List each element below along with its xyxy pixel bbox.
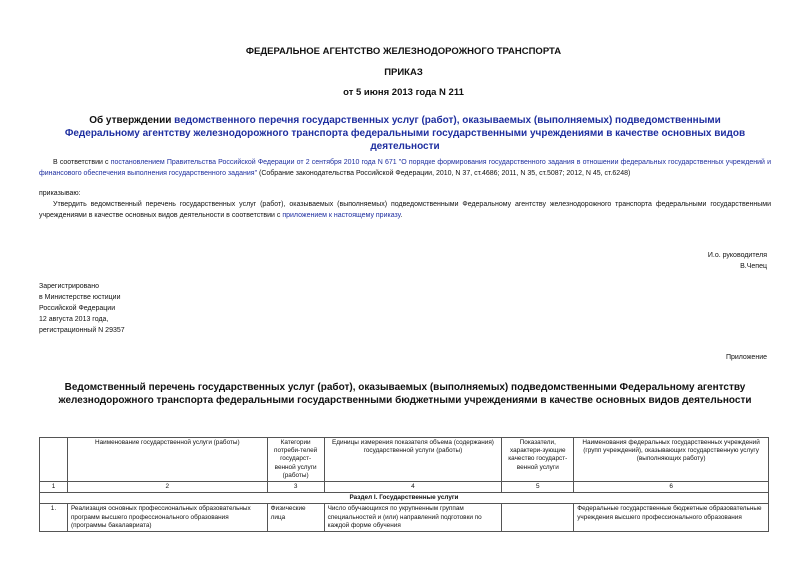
table-number-row <box>40 482 769 493</box>
services-table <box>39 437 769 532</box>
preamble-link[interactable]: постановлением Правительства Российской Федерации от 2 сентября 2010 года N 671 "О порядке формирования государственного задания в отношении федеральных государственных учреждений и финансового обеспечения выполнения государственного задания" <box>39 159 772 177</box>
order-text-end: . <box>400 212 403 219</box>
header-cell: Наименование государственной услуги (работы) <box>67 438 267 482</box>
registration-block <box>39 281 125 336</box>
order-appendix-link[interactable]: приложением к настоящему приказу <box>282 212 401 219</box>
preamble-paragraph <box>39 157 771 179</box>
registration-line: регистрационный N 29357 <box>39 327 125 334</box>
preamble-end: (Собрание законодательства Российской Федерации, 2010, N 37, ст.4686; 2011, N 35, ст.5087; 2012, N 45, ст.6248) <box>257 170 631 177</box>
doc-date-number: от 5 июня 2013 года N 211 <box>343 87 464 98</box>
column-number: 3 <box>267 482 324 493</box>
column-number: 4 <box>324 482 502 493</box>
appendix-title: Ведомственный перечень государственных услуг (работ), оказываемых (выполняемых) подведомственными Федеральному агентству железнодорожного транспорта федеральными государственными бюджетными учреждениями в качестве основных видов деятельности <box>58 382 752 406</box>
row-institutions: Федеральные государственные бюджетные образовательные учреждения высшего профессионального образования <box>574 504 769 532</box>
row-unit: Число обучающихся по укрупненным группам специальностей и (или) направлений подготовки по каждой форме обучения <box>324 504 502 532</box>
column-number: 5 <box>502 482 574 493</box>
signature-role: И.о. руководителя <box>707 252 767 259</box>
header-cell <box>40 438 68 482</box>
header-cell: Единицы измерения показателя объема (содержания) государственной услуги (работы) <box>324 438 502 482</box>
document-title-prefix: Об утверждении <box>89 115 175 126</box>
table-section-row <box>40 493 769 504</box>
registration-line: в Министерстве юстиции <box>39 294 121 301</box>
section-heading: Раздел I. Государственные услуги <box>40 493 769 504</box>
header-cell: Показатели, характери-зующие качество государст-венной услуги <box>502 438 574 482</box>
registration-line: Российской Федерации <box>39 305 116 312</box>
registration-line: 12 августа 2013 года, <box>39 316 109 323</box>
order-text-start: Утвердить ведомственный перечень государственных услуг (работ), оказываемых (выполняемых) подведомственными Федеральному агентству железнодорожного транспорта федеральными государственными учреждениями в качестве основных видов деятельности в соответствии с <box>39 201 771 219</box>
row-quality <box>502 504 574 532</box>
order-paragraph <box>39 199 771 221</box>
appendix-label: Приложение <box>725 354 767 361</box>
signature-block <box>708 250 767 272</box>
row-consumers: Физические лица <box>267 504 324 532</box>
registration-line: Зарегистрировано <box>39 283 99 290</box>
order-prikazyvayu: приказываю: <box>39 190 81 197</box>
column-number: 2 <box>67 482 267 493</box>
row-service-name: Реализация основных профессиональных образовательных программ высшего профессионального образования (программы бакалавриата) <box>67 504 267 532</box>
column-number: 6 <box>574 482 769 493</box>
document-title <box>60 114 750 153</box>
agency-name: ФЕДЕРАЛЬНОЕ АГЕНТСТВО ЖЕЛЕЗНОДОРОЖНОГО ТРАНСПОРТА <box>245 46 562 57</box>
document-title-link[interactable]: ведомственного перечня государственных услуг (работ), оказываемых (выполняемых) подведомственными Федеральному агентству железнодорожного транспорта федеральными государственными учреждениями в качестве основных видов деятельности <box>64 115 746 152</box>
table-row <box>40 504 769 532</box>
doc-type: ПРИКАЗ <box>384 67 423 78</box>
row-number: 1. <box>40 504 68 532</box>
column-number: 1 <box>40 482 68 493</box>
header-cell: Наименования федеральных государственных учреждений (групп учреждений), оказывающих государственную услугу (выполняющих работу) <box>574 438 769 482</box>
table-header-row <box>40 438 769 482</box>
header-cell: Категории потреби-телей государст-венной услуги (работы) <box>267 438 324 482</box>
signature-name: В.Чепец <box>740 263 767 270</box>
preamble-start: В соответствии с <box>53 159 111 166</box>
